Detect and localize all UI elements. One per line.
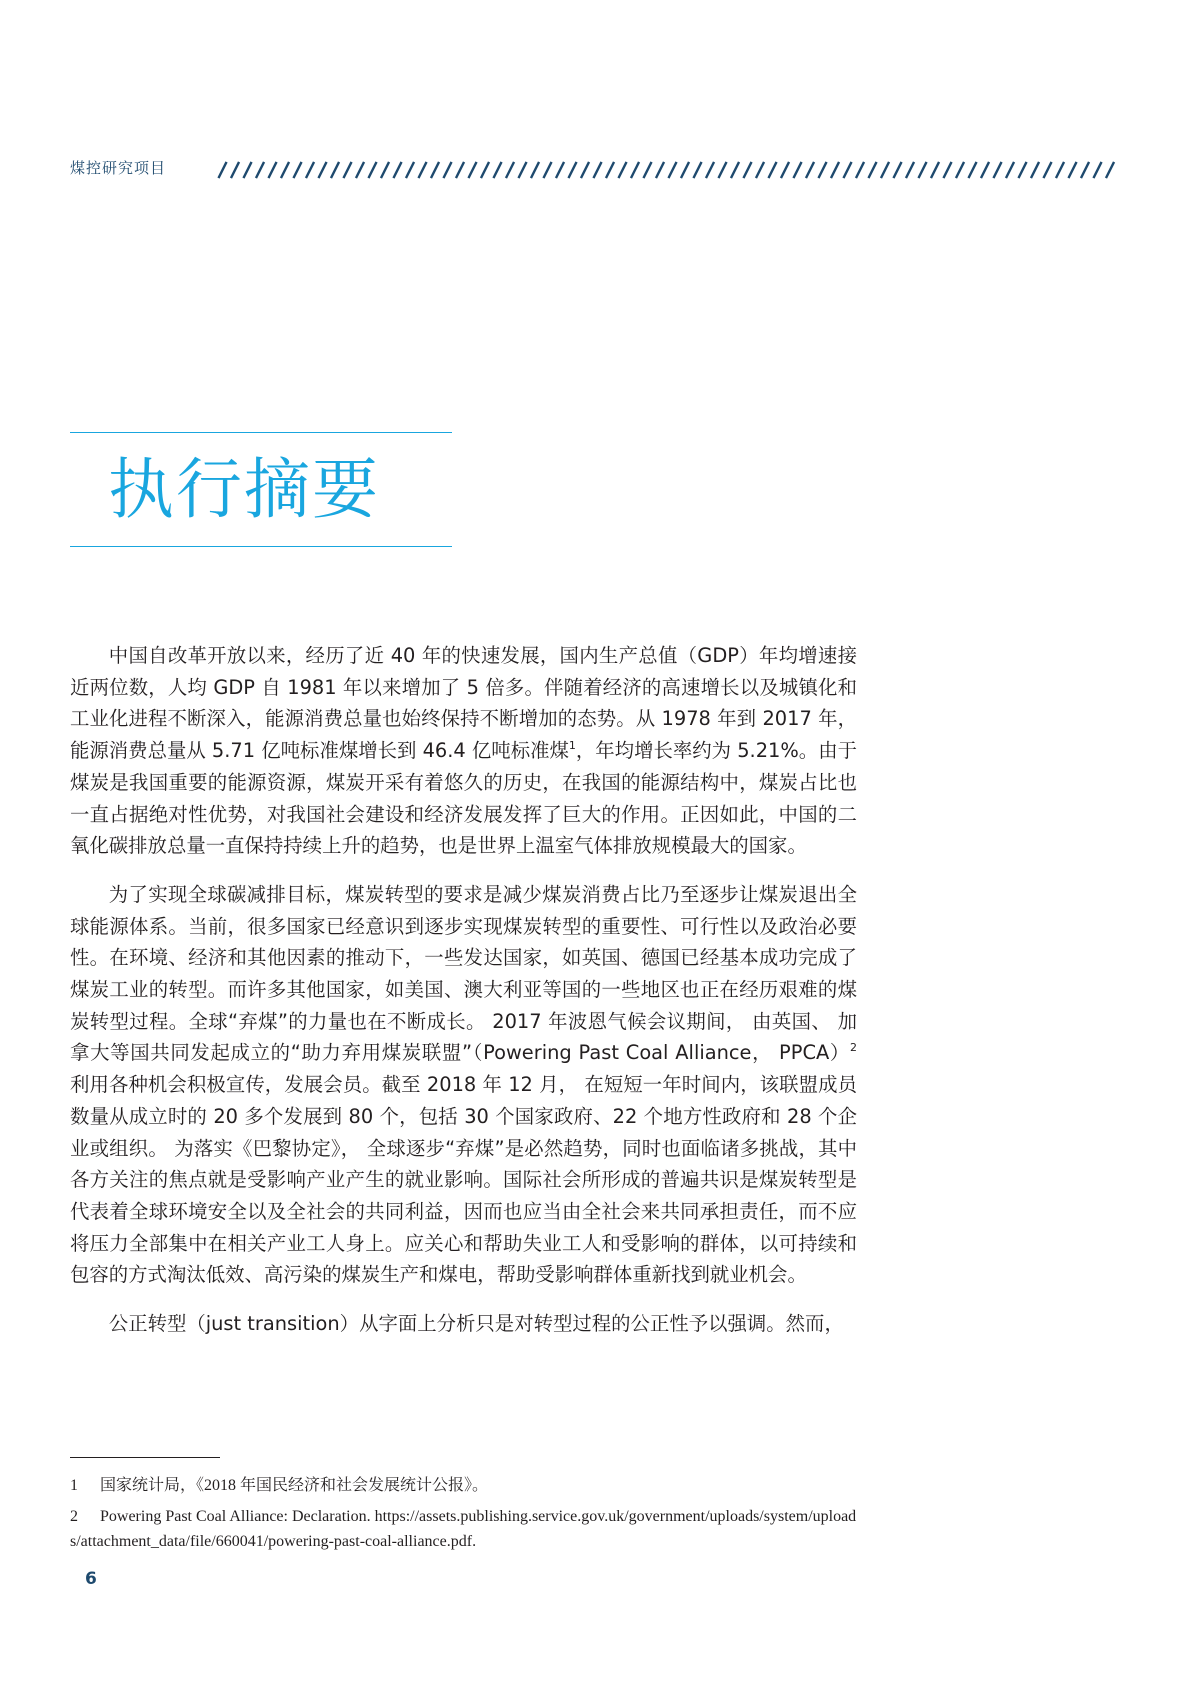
hatch-stroke xyxy=(744,163,751,177)
hatch-stroke xyxy=(869,163,876,177)
hatch-stroke xyxy=(569,163,576,177)
hatch-stroke xyxy=(307,163,314,177)
hatch-stroke xyxy=(944,163,951,177)
hatch-stroke xyxy=(894,163,901,177)
hatch-stroke xyxy=(969,163,976,177)
hatch-stroke xyxy=(594,163,601,177)
hatch-stroke xyxy=(1094,163,1101,177)
hatch-stroke xyxy=(257,163,264,177)
hatch-stroke xyxy=(1032,163,1039,177)
paragraph-text: ，年均增长率约为 5.21%。由于煤炭是我国重要的能源资源，煤炭开采有着悠久的历史，在我国的能源结构中，煤炭占比也一直占据绝对性优势，对我国社会建设和经济发展发挥了巨大的作用。正因如此，中国的二氧化碳排放总量一直保持持续上升的趋势，也是世界上温室气体排放规模最大的国家。 xyxy=(70,739,857,858)
paragraph xyxy=(70,879,857,1291)
hatch-stroke xyxy=(1007,163,1014,177)
footnote xyxy=(70,1473,860,1498)
title-rule-top xyxy=(70,432,452,433)
hatch-stroke xyxy=(394,163,401,177)
paragraph-text: 利用各种机会积极宣传，发展会员。截至 2018 年 12 月， 在短短一年时间内，该联盟成员数量从成立时的 20 多个发展到 80 个，包括 30 个国家政府、22 个地方性政府和 28 个企业或组织。 为落实《巴黎协定》， 全球逐步“弃煤”是必然趋势，同时也面临诸多挑战，其中各方关注的焦点就是受影响产业产生的就业影响。国际社会所形成的普遍共识是煤炭转型是代表着全球环境安全以及全社会的共同利益，因而也应当由全社会来共同承担责任，而不应将压力全部集中在相关产业工人身上。应关心和帮助失业工人和受影响的群体，以可持续和包容的方式淘汰低效、高污染的煤炭生产和煤电，帮助受影响群体重新找到就业机会。 xyxy=(70,1073,857,1287)
hatch-stroke xyxy=(407,163,414,177)
hatch-stroke xyxy=(1019,163,1026,177)
hatch-stroke xyxy=(982,163,989,177)
paragraph-text: 为了实现全球碳减排目标，煤炭转型的要求是减少煤炭消费占比乃至逐步让煤炭退出全球能源体系。当前，很多国家已经意识到逐步实现煤炭转型的重要性、可行性以及政治必要性。在环境、经济和其他因素的推动下，一些发达国家，如英国、德国已经基本成功完成了煤炭工业的转型。而许多其他国家，如美国、澳大利亚等国的一些地区也正在经历艰难的煤炭转型过程。全球“弃煤”的力量也在不断成长。 2017 年波恩气候会议期间， 由英国、 加拿大等国共同发起成立的“助力弃用煤炭联盟”（Powering Past Coal Alliance， PPCA） xyxy=(70,882,857,1065)
footnote-divider xyxy=(70,1457,220,1458)
hatch-stroke xyxy=(619,163,626,177)
page-number: 6 xyxy=(85,1569,97,1589)
hatch-stroke xyxy=(582,163,589,177)
hatch-stroke xyxy=(1069,163,1076,177)
footnote-text: Powering Past Coal Alliance: Declaration. https://assets.publishing.service.gov.uk/government/uploads/system/uploads/attachment_data/file/660041/powering-past-coal-alliance.pdf. xyxy=(70,1508,857,1550)
hatch-stroke xyxy=(319,163,326,177)
footnote-ref: 2 xyxy=(850,1041,857,1055)
hatch-stroke xyxy=(269,163,276,177)
footnotes xyxy=(70,1473,860,1560)
hatch-stroke xyxy=(482,163,489,177)
hatch-stroke xyxy=(732,163,739,177)
paragraph xyxy=(70,1308,857,1340)
hatch-stroke xyxy=(707,163,714,177)
hatch-stroke xyxy=(469,163,476,177)
hatch-stroke xyxy=(957,163,964,177)
hatch-stroke xyxy=(782,163,789,177)
hatch-stroke xyxy=(357,163,364,177)
header-hatch-decoration xyxy=(217,161,1122,179)
running-header xyxy=(70,158,1122,182)
hatch-stroke xyxy=(669,163,676,177)
hatch-stroke xyxy=(844,163,851,177)
hatch-stroke xyxy=(819,163,826,177)
footnote-number: 2 xyxy=(70,1508,78,1525)
hatch-stroke xyxy=(807,163,814,177)
hatch-stroke xyxy=(907,163,914,177)
hatch-stroke xyxy=(544,163,551,177)
hatch-stroke xyxy=(857,163,864,177)
hatch-stroke xyxy=(532,163,539,177)
footnote-number: 1 xyxy=(70,1477,78,1494)
hatch-stroke xyxy=(757,163,764,177)
hatch-stroke xyxy=(607,163,614,177)
hatch-stroke xyxy=(282,163,289,177)
hatch-stroke xyxy=(519,163,526,177)
hatch-stroke xyxy=(369,163,376,177)
section-title-block xyxy=(70,432,452,548)
hatch-stroke xyxy=(494,163,501,177)
hatch-stroke xyxy=(682,163,689,177)
hatch-stroke xyxy=(294,163,301,177)
hatch-stroke xyxy=(1057,163,1064,177)
hatch-stroke xyxy=(994,163,1001,177)
hatch-stroke xyxy=(794,163,801,177)
footnote-text: 国家统计局，《2018 年国民经济和社会发展统计公报》。 xyxy=(100,1477,489,1494)
hatch-stroke xyxy=(1044,163,1051,177)
hatch-stroke xyxy=(432,163,439,177)
hatch-stroke xyxy=(657,163,664,177)
paragraph-text: 公正转型（just transition）从字面上分析只是对转型过程的公正性予以强调。然而， xyxy=(108,1312,844,1336)
footnote-ref: 1 xyxy=(568,739,576,753)
hatch-stroke xyxy=(769,163,776,177)
hatch-stroke xyxy=(244,163,251,177)
hatch-stroke xyxy=(419,163,426,177)
page-title: 执行摘要 xyxy=(108,451,380,528)
paragraph-text: 中国自改革开放以来，经历了近 40 年的快速发展，国内生产总值（GDP）年均增速接近两位数，人均 GDP 自 1981 年以来增加了 5 倍多。伴随着经济的高速增长以及城镇化和工业化进程不断深入，能源消费总量也始终保持不断增加的态势。从 1978 年到 2017 年，能源消费总量从 5.71 亿吨标准煤增长到 46.4 亿吨标准煤 xyxy=(70,644,857,763)
hatch-stroke xyxy=(444,163,451,177)
hatch-stroke xyxy=(332,163,339,177)
hatch-stroke xyxy=(882,163,889,177)
hatch-stroke xyxy=(919,163,926,177)
hatch-stroke xyxy=(694,163,701,177)
hatch-stroke xyxy=(457,163,464,177)
hatch-stroke xyxy=(1107,163,1114,177)
hatch-stroke xyxy=(557,163,564,177)
hatch-stroke xyxy=(344,163,351,177)
hatch-stroke xyxy=(232,163,239,177)
hatch-stroke xyxy=(832,163,839,177)
hatch-stroke xyxy=(1082,163,1089,177)
body-text xyxy=(70,640,857,1357)
title-rule-bottom xyxy=(70,546,452,547)
hatch-stroke xyxy=(507,163,514,177)
hatch-stroke xyxy=(382,163,389,177)
hatch-stroke xyxy=(644,163,651,177)
paragraph xyxy=(70,640,857,862)
hatch-stroke xyxy=(219,163,226,177)
footnote xyxy=(70,1504,860,1554)
hatch-stroke xyxy=(719,163,726,177)
header-label: 煤控研究项目 xyxy=(70,159,167,177)
hatch-stroke xyxy=(932,163,939,177)
hatch-stroke xyxy=(632,163,639,177)
